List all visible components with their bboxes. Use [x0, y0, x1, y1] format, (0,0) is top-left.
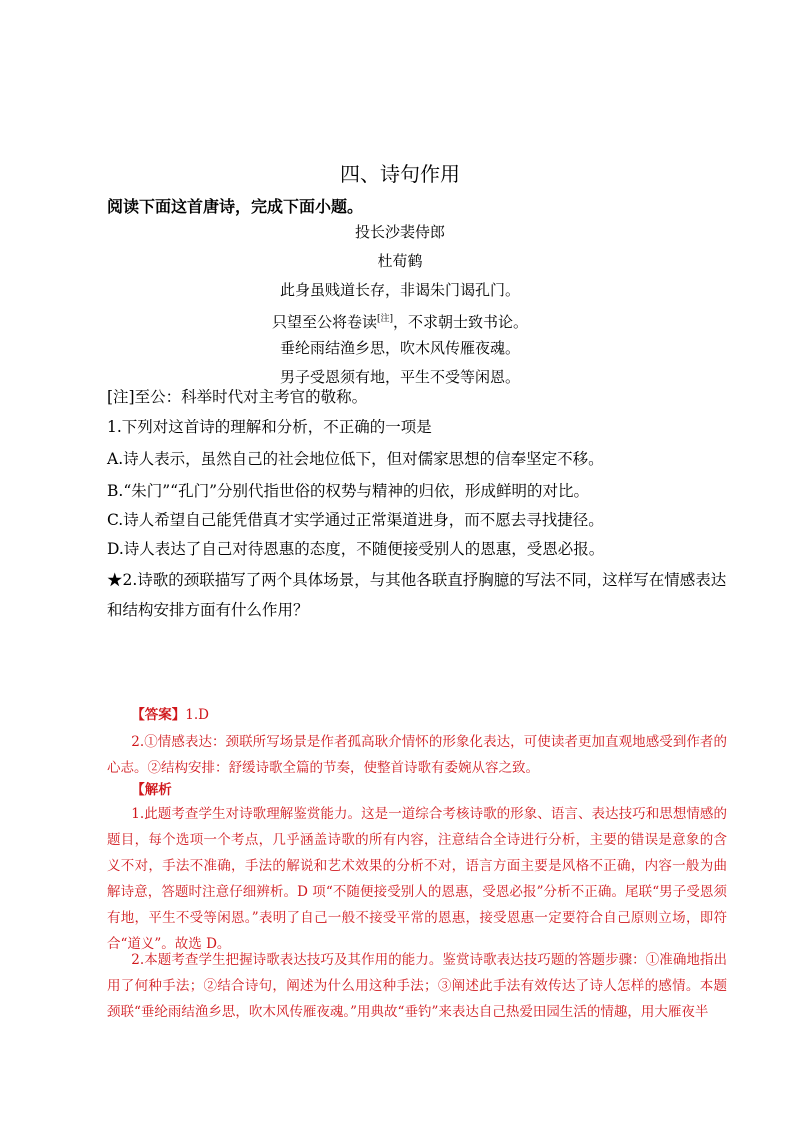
poem-title: 投长沙裴侍郎 [354, 223, 445, 241]
analysis-tag: 【解析 [131, 782, 172, 798]
note-marker: [注] [376, 314, 394, 324]
annotation-note: [注]至公：科举时代对主考官的敬称。 [107, 388, 368, 406]
answer-2: 2.①情感表达：颈联所写场景是作者孤高耿介情怀的形象化表达，可使读者更加直观地感受到作者的心志。②结构安排：舒缓诗歌全篇的节奏，使整首诗歌有委婉从容之致。 [107, 734, 727, 776]
option-c: C.诗人希望自己能凭借真才实学通过正常渠道进身，而不愿去寻找捷径。 [107, 511, 604, 529]
analysis-paragraph-1: 1.此题考查学生对诗歌理解鉴赏能力。这是一道综合考核诗歌的形象、语言、表达技巧和思想情感的题目，每个选项一个考点，几乎涵盖诗歌的所有内容，注意结合全诗进行分析，主要的错误是意象的含义不对，手法不准确，手法的解说和艺术效果的分析不对，语言方面主要是风格不正确，内容一般为曲解诗意，答题时注意仔细辨析。D 项“不随便接受别人的恩惠，受恩必报”分析不正确。尾联“男子受恩须有地，平生不受等闲恩。”表明了自己一般不接受平常的恩惠，接受恩惠一定要符合自己原则立场，即符合“道义”。故选 D。 [107, 806, 727, 952]
option-d: D.诗人表达了自己对待恩惠的态度，不随便接受别人的恩惠，受恩必报。 [107, 540, 605, 558]
question-2: ★2.诗歌的颈联描写了两个具体场景，与其他各联直抒胸臆的写法不同，这样写在情感表达和结构安排方面有什么作用？ [107, 571, 727, 619]
poem-line-2 [0, 305, 800, 334]
analysis-paragraph-2: 2.本题考查学生把握诗歌表达技巧及其作用的能力。鉴赏诗歌表达技巧题的答题步骤：①准确地指出用了何种手法；②结合诗句，阐述为什么用这种手法；③阐述此手法有效传达了诗人怎样的感情。本题颈联“垂纶雨结渔乡思，吹木风传雁夜魂。”用典故“垂钓”来表达自己热爱田园生活的情趣，用大雁夜半 [107, 952, 727, 1020]
section-title: 四、诗句作用 [340, 162, 460, 186]
reading-instruction: 阅读下面这首唐诗，完成下面小题。 [107, 197, 364, 216]
answer-1 [107, 702, 727, 728]
answer-tag: 【答案】 [131, 707, 186, 723]
poem-block [0, 218, 800, 392]
option-b: B.“朱门”“孔门”分别代指世俗的权势与精神的归依，形成鲜明的对比。 [107, 482, 590, 500]
option-a: A.诗人表示，虽然自己的社会地位低下，但对儒家思想的信奉坚定不移。 [107, 450, 604, 468]
answer-1-text: 1.D [185, 707, 210, 723]
poem-line-1: 此身虽贱道长存，非谒朱门谒孔门。 [279, 281, 520, 299]
poem-line-2-end: ，不求朝士致书论。 [393, 313, 529, 331]
poem-line-4: 男子受恩须有地，平生不受等闲恩。 [279, 368, 520, 386]
question-1-stem: 1.下列对这首诗的理解和分析，不正确的一项是 [107, 418, 432, 436]
poem-author: 杜荀鹤 [377, 252, 423, 270]
poem-line-3: 垂纶雨结渔乡思，吹木风传雁夜魂。 [279, 339, 520, 357]
poem-line-2-start: 只望至公将卷读 [271, 313, 377, 331]
